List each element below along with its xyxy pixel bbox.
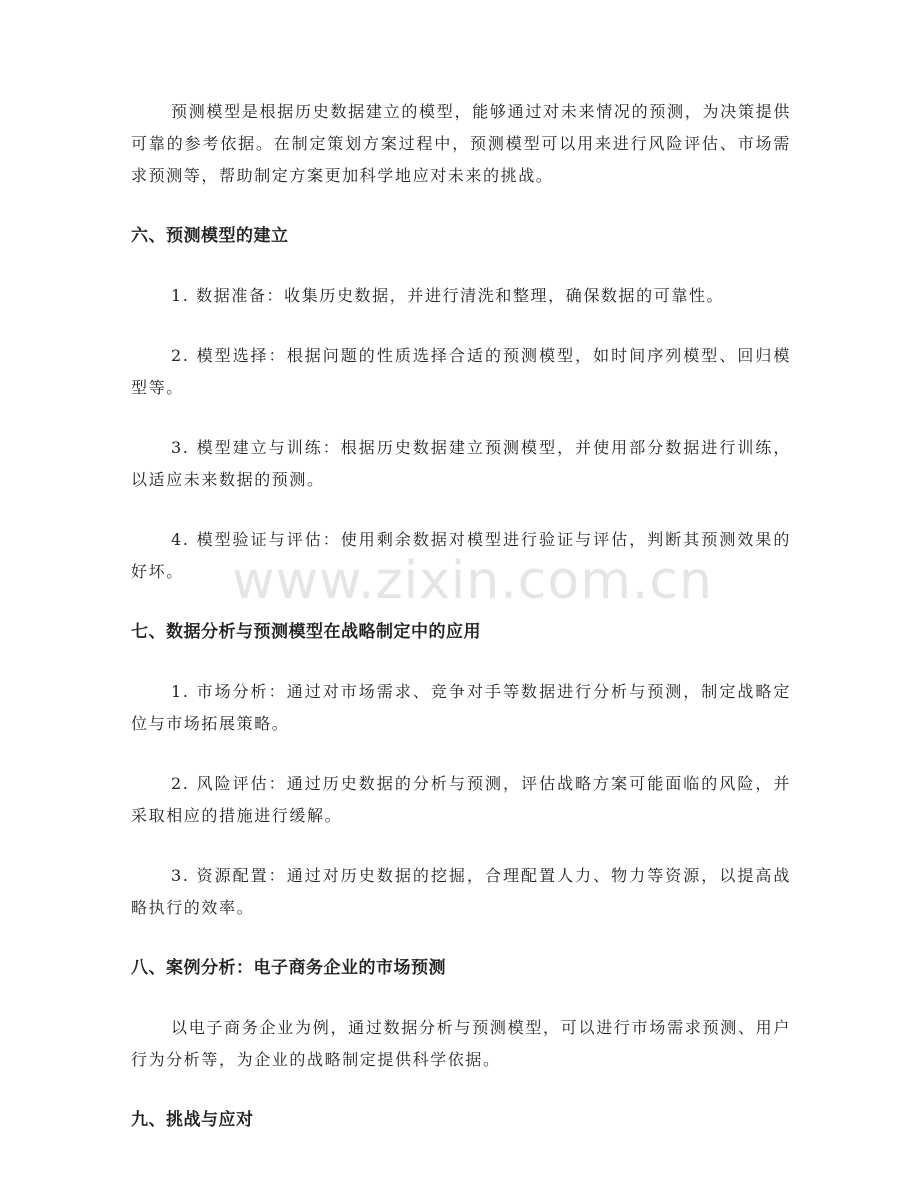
- intro-paragraph: 预测模型是根据历史数据建立的模型，能够通过对未来情况的预测，为决策提供可靠的参考依据。在制定策划方案过程中，预测模型可以用来进行风险评估、市场需求预测等，帮助制定方案更加科学地应对未来的挑战。: [131, 102, 791, 185]
- document-content: [131, 96, 791, 1164]
- section-6-heading: 六、预测模型的建立: [131, 226, 289, 246]
- section-6-item-2: 2. 模型选择：根据问题的性质选择合适的预测模型，如时间序列模型、回归模型等。: [131, 346, 791, 397]
- section-9-heading: 九、挑战与应对: [131, 1110, 254, 1130]
- section-6-item-3: 3. 模型建立与训练：根据历史数据建立预测模型，并使用部分数据进行训练，以适应未来数据的预测。: [131, 438, 791, 489]
- section-8-heading: 八、案例分析：电子商务企业的市场预测: [131, 958, 446, 978]
- section-7-item-2: 2. 风险评估：通过历史数据的分析与预测，评估战略方案可能面临的风险，并采取相应的措施进行缓解。: [131, 774, 791, 825]
- watermark-text: www.zixin.com.cn: [232, 551, 713, 611]
- section-8-body: 以电子商务企业为例，通过数据分析与预测模型，可以进行市场需求预测、用户行为分析等，为企业的战略制定提供科学依据。: [131, 1018, 791, 1069]
- section-7-item-1: 1. 市场分析：通过对市场需求、竞争对手等数据进行分析与预测，制定战略定位与市场拓展策略。: [131, 682, 791, 733]
- section-6-item-4: 4. 模型验证与评估：使用剩余数据对模型进行验证与评估，判断其预测效果的好坏。: [131, 530, 791, 581]
- section-7-heading: 七、数据分析与预测模型在战略制定中的应用: [131, 622, 481, 642]
- section-6-item-1: 1. 数据准备：收集历史数据，并进行清洗和整理，确保数据的可靠性。: [171, 286, 725, 305]
- section-7-item-3: 3. 资源配置：通过对历史数据的挖掘，合理配置人力、物力等资源，以提高战略执行的效率。: [131, 866, 791, 917]
